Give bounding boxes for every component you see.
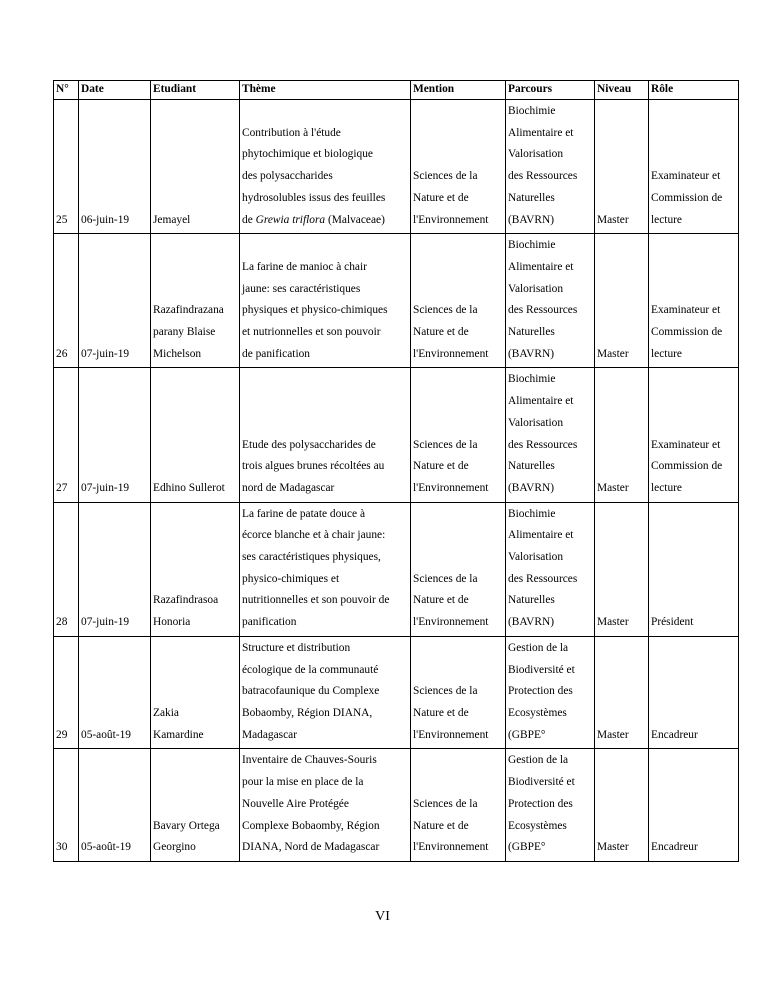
cell-text: des Ressources: [508, 438, 578, 451]
cell-number: [54, 749, 79, 862]
cell-text: 25: [56, 213, 68, 226]
cell-text: Nature et de: [413, 191, 469, 204]
cell-mention: [411, 100, 506, 234]
cell-text: (BAVRN): [508, 213, 554, 226]
cell-text: Encadreur: [651, 841, 698, 854]
cell-text: Alimentaire et: [508, 260, 574, 273]
cell-text: lecture: [651, 213, 682, 226]
cell-student: [151, 368, 240, 502]
header-parcours: Parcours: [506, 81, 595, 100]
cell-text: Valorisation: [508, 551, 564, 564]
page-number: VI: [375, 909, 390, 924]
cell-text: (BAVRN): [508, 347, 554, 360]
cell-text: des polysaccharides: [242, 170, 333, 183]
cell-theme: [240, 502, 411, 636]
cell-text: Examinateur et: [651, 304, 721, 317]
header-level: Niveau: [595, 81, 649, 100]
cell-text: des Ressources: [508, 572, 578, 585]
cell-text: Honoria: [153, 616, 191, 629]
cell-text: l'Environnement: [413, 841, 489, 854]
table-row: [54, 749, 739, 862]
cell-text: Naturelles: [508, 326, 555, 339]
cell-student: [151, 100, 240, 234]
cell-text: écorce blanche et à chair jaune:: [242, 529, 386, 542]
cell-mention: [411, 502, 506, 636]
cell-text: Naturelles: [508, 191, 555, 204]
cell-level: [595, 636, 649, 749]
cell-text: panification: [242, 616, 297, 629]
cell-text: l'Environnement: [413, 616, 489, 629]
cell-text: Sciences de la: [413, 170, 478, 183]
cell-theme: [240, 368, 411, 502]
cell-mention: [411, 749, 506, 862]
cell-text: Michelson: [153, 347, 202, 360]
cell-number: [54, 368, 79, 502]
cell-text: trois algues brunes récoltées au: [242, 460, 385, 473]
cell-theme: [240, 234, 411, 368]
cell-student: [151, 502, 240, 636]
cell-text: La farine de manioc à chair: [242, 260, 367, 273]
cell-text: phytochimique et biologique: [242, 148, 373, 161]
cell-parcours: [506, 368, 595, 502]
cell-text: 28: [56, 616, 68, 629]
cell-date: [79, 749, 151, 862]
cell-text: physiques et physico-chimiques: [242, 304, 388, 317]
cell-date: [79, 502, 151, 636]
cell-text: Madagascar: [242, 728, 298, 741]
cell-text: et nutrionnelles et son pouvoir: [242, 326, 381, 339]
cell-text: Master: [597, 616, 629, 629]
cell-text: l'Environnement: [413, 213, 489, 226]
header-date: Date: [79, 81, 151, 100]
cell-text: Biodiversité et: [508, 663, 575, 676]
cell-theme: [240, 636, 411, 749]
cell-text: Master: [597, 841, 629, 854]
cell-text: (BAVRN): [508, 616, 554, 629]
cell-text: pour la mise en place de la: [242, 776, 364, 789]
cell-text: Master: [597, 213, 629, 226]
cell-level: [595, 502, 649, 636]
cell-text: Sciences de la: [413, 797, 478, 810]
cell-number: [54, 636, 79, 749]
cell-text: (GBPE°: [508, 841, 546, 854]
cell-text: Nature et de: [413, 326, 469, 339]
cell-date: [79, 636, 151, 749]
cell-date: [79, 100, 151, 234]
cell-theme: [240, 749, 411, 862]
cell-number: [54, 100, 79, 234]
cell-parcours: [506, 100, 595, 234]
cell-text: Protection des: [508, 685, 573, 698]
cell-text: Nouvelle Aire Protégée: [242, 797, 349, 810]
cell-mention: [411, 234, 506, 368]
cell-text: (GBPE°: [508, 728, 546, 741]
cell-text: Sciences de la: [413, 304, 478, 317]
cell-text: Edhino Sullerot: [153, 481, 225, 494]
header-mention: Mention: [411, 81, 506, 100]
cell-text: de panification: [242, 347, 310, 360]
cell-text: écologique de la communauté: [242, 663, 379, 676]
cell-text: Ecosystèmes: [508, 819, 567, 832]
theme-suffix: (Malvaceae): [325, 213, 385, 226]
cell-student: [151, 749, 240, 862]
cell-text: l'Environnement: [413, 481, 489, 494]
cell-text: nutritionnelles et son pouvoir de: [242, 594, 390, 607]
cell-text: Jemayel: [153, 213, 191, 226]
cell-text: 27: [56, 481, 68, 494]
cell-text: 06-juin-19: [81, 213, 130, 226]
cell-text: Ecosystèmes: [508, 706, 567, 719]
cell-mention: [411, 636, 506, 749]
cell-text: 07-juin-19: [81, 347, 130, 360]
cell-text: batracofaunique du Complexe: [242, 685, 380, 698]
cell-parcours: [506, 502, 595, 636]
cell-text: Gestion de la: [508, 641, 569, 654]
cell-level: [595, 749, 649, 862]
cell-text: Etude des polysaccharides de: [242, 438, 376, 451]
cell-text: Complexe Bobaomby, Région: [242, 819, 380, 832]
cell-level: [595, 100, 649, 234]
cell-text: Encadreur: [651, 728, 698, 741]
cell-text: Structure et distribution: [242, 641, 351, 654]
cell-text: Naturelles: [508, 460, 555, 473]
header-role: Rôle: [649, 81, 739, 100]
cell-text: Nature et de: [413, 460, 469, 473]
cell-text: Valorisation: [508, 282, 564, 295]
cell-text: Georgino: [153, 841, 196, 854]
cell-parcours: [506, 234, 595, 368]
cell-text: Sciences de la: [413, 572, 478, 585]
header-student: Etudiant: [151, 81, 240, 100]
cell-text: parany Blaise: [153, 326, 216, 339]
cell-text: Sciences de la: [413, 438, 478, 451]
cell-text: Nature et de: [413, 594, 469, 607]
cell-text: Kamardine: [153, 728, 204, 741]
species-name: Grewia triflora: [255, 213, 326, 226]
cell-text: Examinateur et: [651, 170, 721, 183]
cell-number: [54, 502, 79, 636]
cell-text: 29: [56, 728, 68, 741]
cell-text: 26: [56, 347, 68, 360]
cell-text: Gestion de la: [508, 754, 569, 767]
cell-text: Alimentaire et: [508, 395, 574, 408]
cell-text: Biochimie: [508, 507, 556, 520]
cell-text: 07-juin-19: [81, 481, 130, 494]
cell-text: Biochimie: [508, 239, 556, 252]
cell-text: ses caractéristiques physiques,: [242, 551, 381, 564]
cell-role: [649, 100, 739, 234]
supervision-table: [53, 80, 739, 862]
cell-text: Alimentaire et: [508, 529, 574, 542]
cell-text: Protection des: [508, 797, 573, 810]
table-body: [54, 100, 739, 862]
cell-date: [79, 368, 151, 502]
cell-theme: [240, 100, 411, 234]
cell-text: Contribution à l'étude: [242, 126, 341, 139]
cell-text: Président: [651, 616, 694, 629]
table-row: [54, 100, 739, 234]
cell-role: [649, 234, 739, 368]
cell-text: Commission de: [651, 191, 723, 204]
header-number: N°: [54, 81, 79, 100]
cell-student: [151, 636, 240, 749]
cell-text: l'Environnement: [413, 728, 489, 741]
cell-text: Master: [597, 347, 629, 360]
cell-text: Bobaomby, Région DIANA,: [242, 706, 373, 719]
cell-text: Naturelles: [508, 594, 555, 607]
cell-text: Commission de: [651, 326, 723, 339]
cell-text: Zakia: [153, 706, 179, 719]
theme-prefix: de: [242, 213, 256, 226]
cell-parcours: [506, 749, 595, 862]
cell-text: Nature et de: [413, 706, 469, 719]
cell-text: Inventaire de Chauves-Souris: [242, 754, 377, 767]
cell-role: [649, 749, 739, 862]
cell-text: 05-août-19: [81, 841, 131, 854]
cell-text: Valorisation: [508, 148, 564, 161]
table-row: [54, 636, 739, 749]
cell-parcours: [506, 636, 595, 749]
cell-text: lecture: [651, 347, 682, 360]
cell-text: Sciences de la: [413, 685, 478, 698]
cell-role: [649, 368, 739, 502]
cell-text: 07-juin-19: [81, 616, 130, 629]
cell-text: Biodiversité et: [508, 776, 575, 789]
cell-text: jaune: ses caractéristiques: [242, 282, 361, 295]
cell-text: Biochimie: [508, 373, 556, 386]
cell-level: [595, 368, 649, 502]
cell-role: [649, 636, 739, 749]
cell-text: l'Environnement: [413, 347, 489, 360]
cell-text: Razafindrazana: [153, 304, 224, 317]
cell-text: 05-août-19: [81, 728, 131, 741]
cell-text: Commission de: [651, 460, 723, 473]
cell-text: 30: [56, 841, 68, 854]
cell-student: [151, 234, 240, 368]
cell-text: Master: [597, 728, 629, 741]
cell-text: lecture: [651, 481, 682, 494]
cell-text: des Ressources: [508, 304, 578, 317]
cell-text: Alimentaire et: [508, 126, 574, 139]
cell-text: DIANA, Nord de Madagascar: [242, 841, 380, 854]
table-header-row: [54, 81, 739, 100]
table-row: [54, 502, 739, 636]
cell-text: [242, 210, 408, 232]
cell-text: Biochimie: [508, 105, 556, 117]
cell-text: (BAVRN): [508, 481, 554, 494]
cell-text: La farine de patate douce à: [242, 507, 366, 520]
cell-text: physico-chimiques et: [242, 572, 340, 585]
header-theme: Thème: [240, 81, 411, 100]
cell-text: des Ressources: [508, 170, 578, 183]
cell-level: [595, 234, 649, 368]
cell-date: [79, 234, 151, 368]
cell-text: Razafindrasoa: [153, 594, 219, 607]
cell-text: Nature et de: [413, 819, 469, 832]
table-row: [54, 234, 739, 368]
cell-mention: [411, 368, 506, 502]
cell-text: Examinateur et: [651, 438, 721, 451]
cell-text: Master: [597, 481, 629, 494]
cell-role: [649, 502, 739, 636]
cell-text: Bavary Ortega: [153, 819, 220, 832]
cell-text: Valorisation: [508, 416, 564, 429]
cell-text: hydrosolubles issus des feuilles: [242, 191, 386, 204]
cell-text: nord de Madagascar: [242, 481, 335, 494]
cell-number: [54, 234, 79, 368]
table-row: [54, 368, 739, 502]
